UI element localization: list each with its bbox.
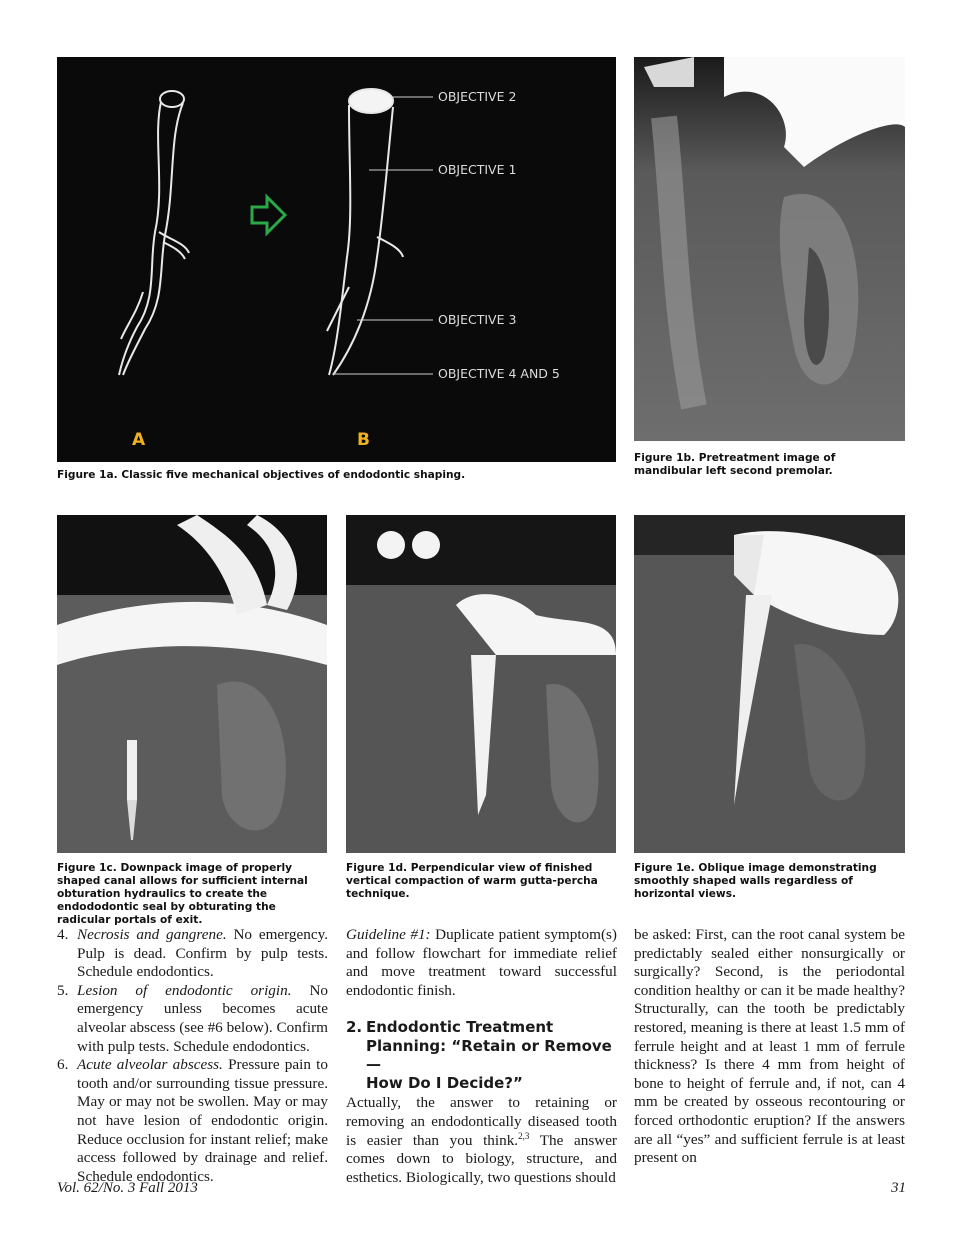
body-paragraph: be asked: First, can the root canal system be predictably sealed either nonsurgically or surgically? Second, is the periodontal condition healthy or can it be made healthy? Structurally, can the tooth be predictably restored, meaning is there at least 1.5 mm of ferrule height and at least 1 mm of ferrule thickness? Is there 4 mm from height of bone to height of ferrule and, if not, can 4 mm be created by osseous recontouring or forced orthodontic eruption? If the answers are all “yes” and sufficient ferrule is at least present on <box>634 926 905 1167</box>
body-text-continued: The answer comes down to biology, structure, and esthetics. Biologically, two questions should <box>346 1131 617 1186</box>
label-objective-2: OBJECTIVE 2 <box>438 89 517 104</box>
list-item-number: 5. <box>57 981 69 999</box>
list-item-number: 6. <box>57 1056 69 1074</box>
list-item-term: Necrosis and gangrene. <box>77 926 227 943</box>
reference-superscript: 2,3 <box>518 1130 530 1141</box>
figure-1d-caption: Figure 1d. Perpendicular view of finished vertical compaction of warm gutta-percha technique. <box>346 862 598 900</box>
numbered-list <box>57 926 328 1186</box>
figure-1d <box>346 515 616 853</box>
xray-1c <box>57 515 327 853</box>
xray-1b <box>634 57 905 441</box>
guideline-label: Guideline #1: <box>346 926 431 943</box>
xray-1e <box>634 515 905 853</box>
figure-1e-caption: Figure 1e. Oblique image demonstrating smoothly shaped walls regardless of horizontal views. <box>634 862 877 900</box>
section-heading-line-2: Planning: “Retain or Remove— <box>366 1036 612 1074</box>
figure-1c-caption: Figure 1c. Downpack image of properly shaped canal allows for sufficient internal obturation hydraulics to create the endododontic seal by obturating the radicular portals of exit. <box>57 862 308 926</box>
figure-1b <box>634 57 905 441</box>
figure-1a-diagram <box>57 57 616 462</box>
label-objective-1: OBJECTIVE 1 <box>438 162 517 177</box>
list-item-text: No emergency. Pulp is dead. Confirm by pulp tests. Schedule endodontics. <box>77 926 328 981</box>
list-item <box>57 982 328 1056</box>
panel-label-b: B <box>357 430 370 450</box>
panel-label-a: A <box>132 430 146 450</box>
figure-1a <box>57 57 616 462</box>
section-heading-line-3: How Do I Decide?” <box>366 1073 523 1092</box>
figure-1a-caption: Figure 1a. Classic five mechanical objectives of endodontic shaping. <box>57 469 466 481</box>
text-column-1 <box>57 926 328 1186</box>
guideline-text: Duplicate patient symptom(s) and follow flowchart for immediate relief and move treatment toward successful endodontic finish. <box>346 926 617 999</box>
list-item-term: Acute alveolar abscess. <box>77 1056 223 1074</box>
footer-issue: Vol. 62/No. 3 Fall 2013 <box>57 1180 198 1196</box>
label-objective-4-and-5: OBJECTIVE 4 AND 5 <box>438 366 560 381</box>
text-column-2 <box>346 926 617 1187</box>
section-heading-number: 2. <box>346 1018 363 1037</box>
text-column-3 <box>634 926 905 1168</box>
guideline-paragraph <box>346 926 617 1000</box>
figure-1b-caption: Figure 1b. Pretreatment image of mandibular left second premolar. <box>634 452 836 477</box>
page-number: 31 <box>891 1180 906 1196</box>
xray-1d <box>346 515 616 853</box>
list-item-text: No emergency unless becomes acute alveolar abscess (see #6 below). Confirm with pulp tests. Schedule endodontics. <box>77 981 329 1055</box>
body-text: Actually, the answer to retaining or removing an endodontically diseased tooth is easier than you think. <box>346 1094 617 1149</box>
figure-1c <box>57 515 327 853</box>
list-item-text: Pressure pain to tooth and/or surrounding tissue pressure. May or may not be swollen. May or may not have lesion of endodontic origin. Reduce occlusion for instant relief; make access followed by drainage and relief. Schedule endodontics. <box>77 1056 328 1185</box>
body-paragraph <box>346 1094 617 1187</box>
list-item <box>57 926 328 982</box>
section-heading-line-1: Endodontic Treatment <box>366 1018 554 1037</box>
figure-1e <box>634 515 905 853</box>
list-item-number: 4. <box>57 926 69 943</box>
label-objective-3: OBJECTIVE 3 <box>438 312 517 327</box>
list-item <box>57 1056 328 1186</box>
section-heading <box>346 1018 617 1092</box>
list-item-term: Lesion of endodontic origin. <box>77 981 292 999</box>
